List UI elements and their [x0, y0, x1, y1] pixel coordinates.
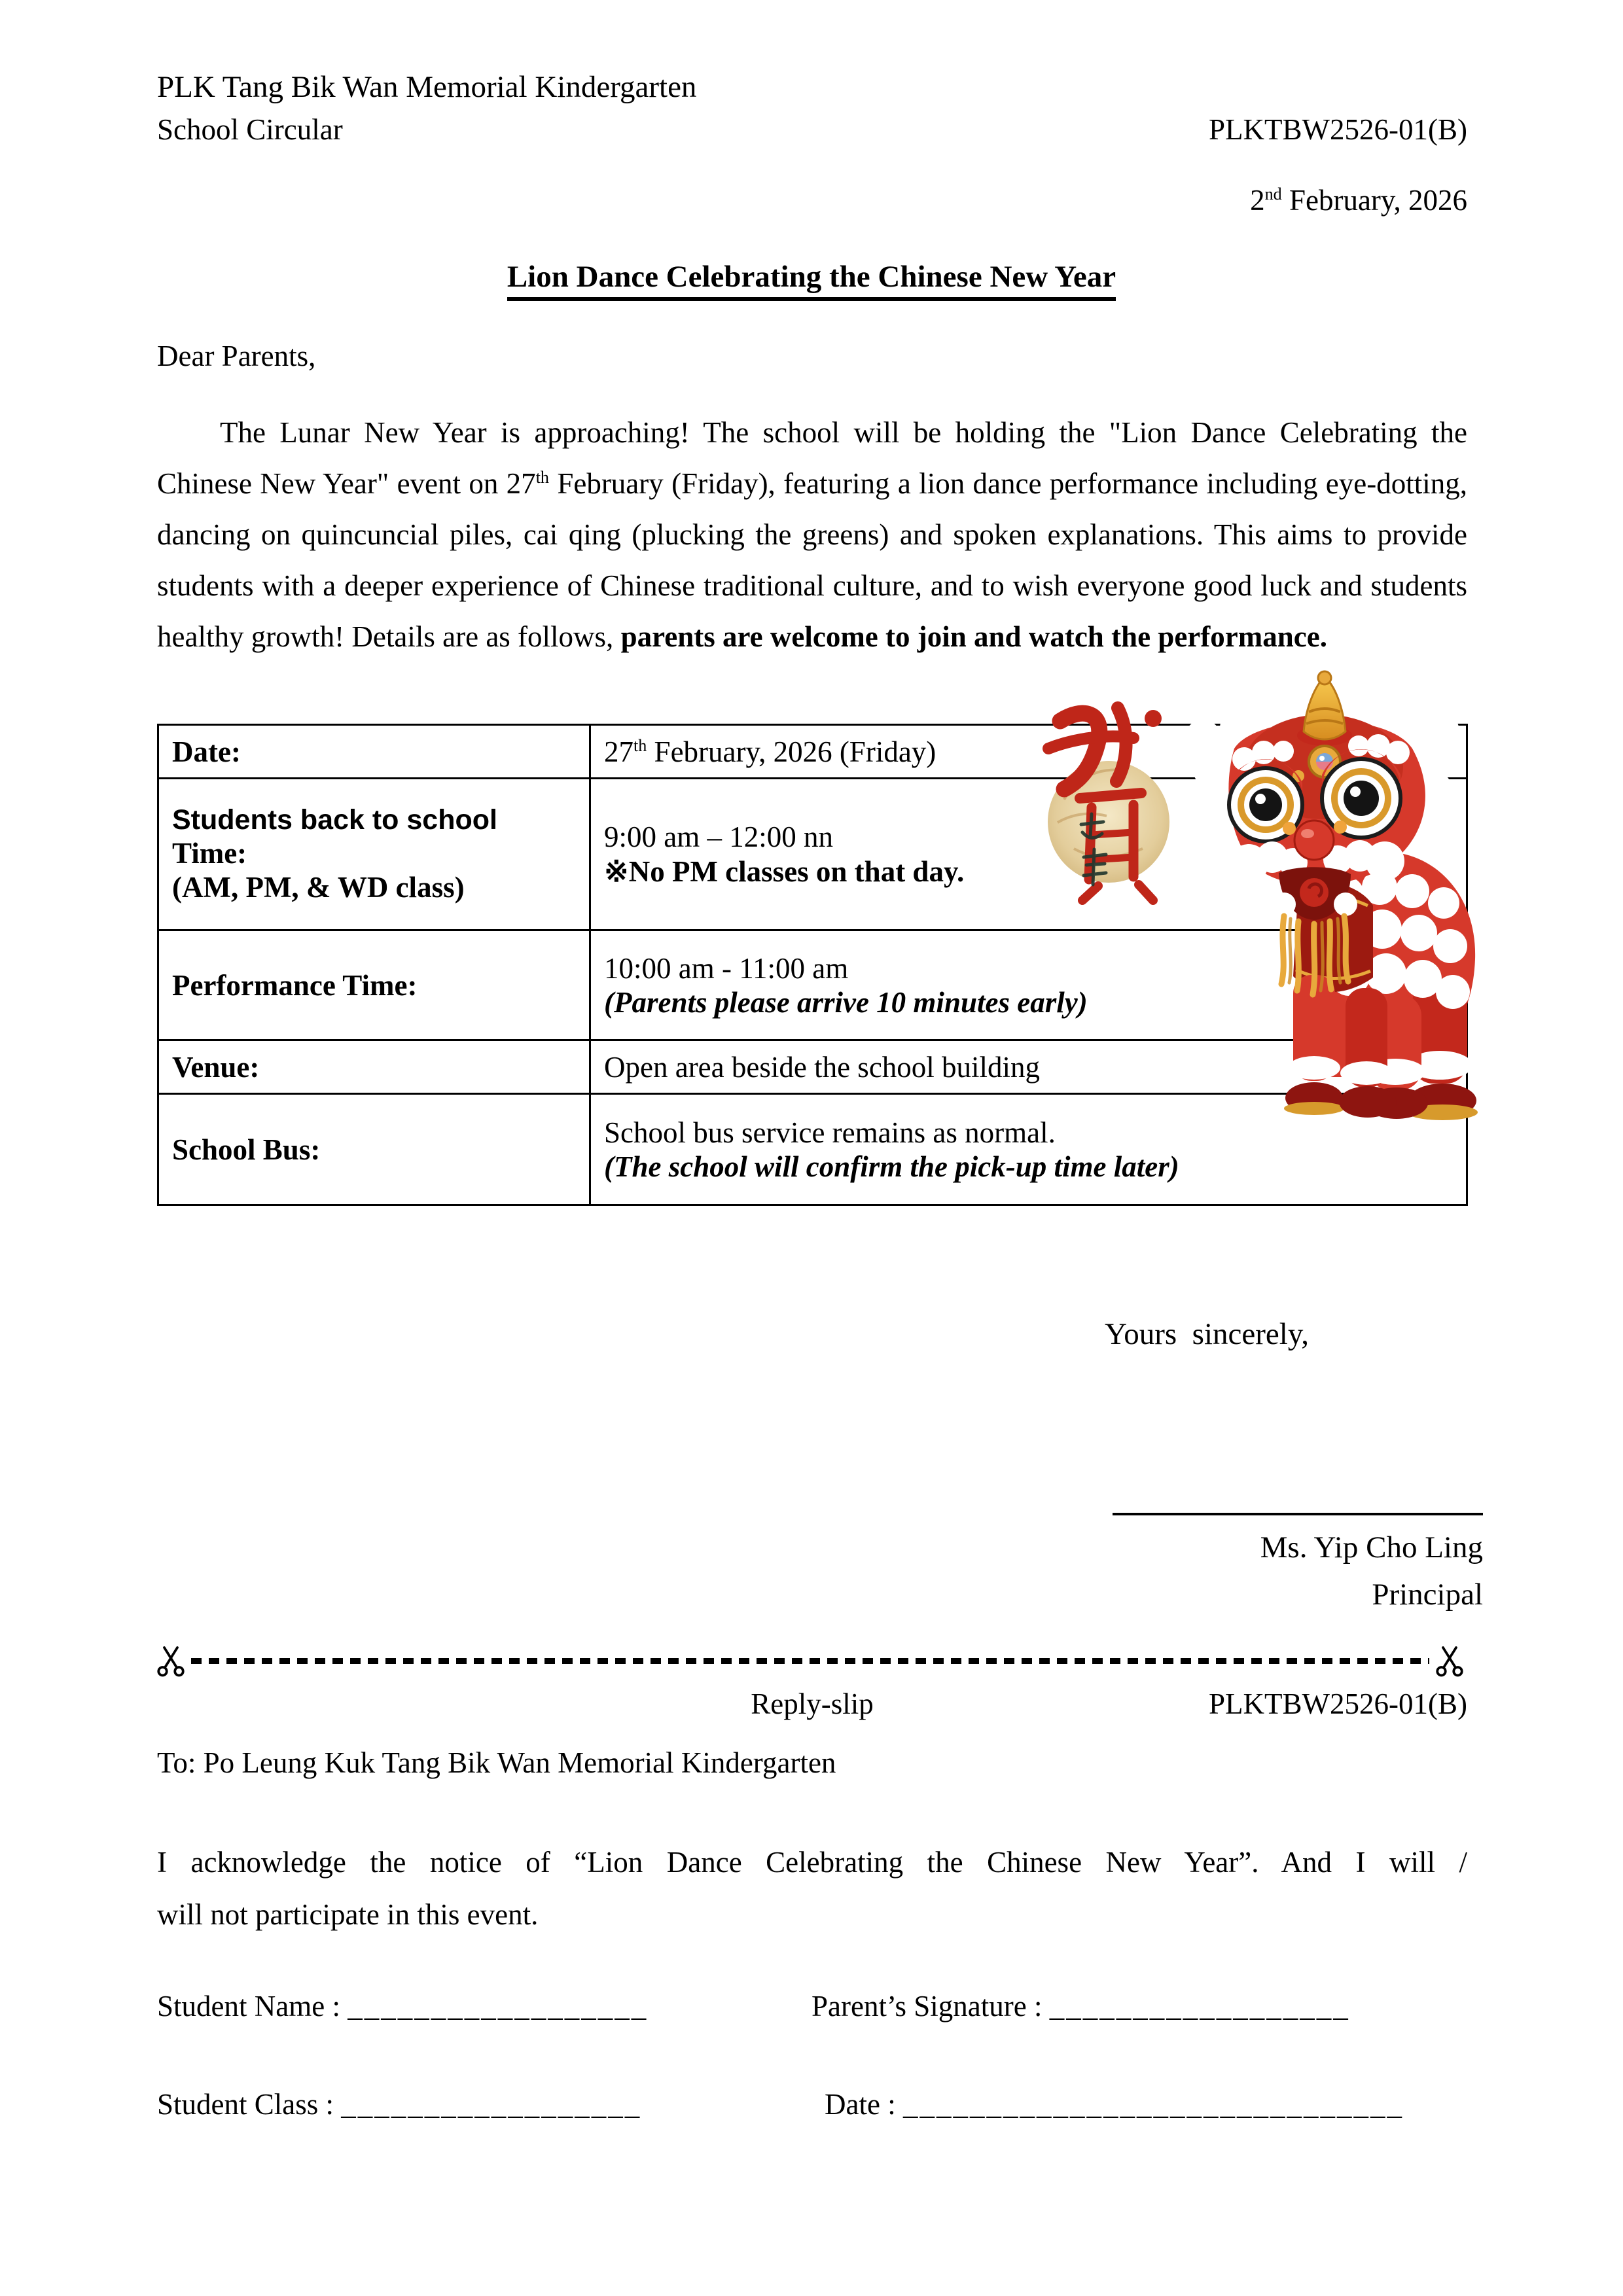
dashed-cut-rule: [191, 1658, 1429, 1664]
date-blank: ______________________________: [902, 2088, 1404, 2121]
student-name-label: Student Name :: [157, 1990, 340, 2022]
letter-title: Lion Dance Celebrating the Chinese New Year: [507, 259, 1116, 301]
row-label-venue: Venue:: [158, 1040, 590, 1094]
row-label-performance-time: Performance Time:: [158, 930, 590, 1040]
scissors-icon: [154, 1644, 187, 1677]
parent-signature-blank: __________________: [1049, 1990, 1350, 2022]
reply-slip-header: [157, 1687, 1467, 1721]
doc-type: School Circular: [157, 113, 343, 146]
arrive-early-note: (Parents please arrive 10 minutes early): [604, 985, 1088, 1019]
row-label-date: Date:: [158, 725, 590, 779]
reply-slip-ref: PLKTBW2526-01(B): [1209, 1687, 1467, 1720]
student-name-blank: __________________: [348, 1990, 649, 2022]
row-value-school-bus: School bus service remains as normal. (The school will confirm the pick-up time later): [590, 1094, 1467, 1205]
reference-number: PLKTBW2526-01(B): [1209, 113, 1467, 146]
date-ordinal: nd: [1264, 184, 1282, 203]
student-class-blank: __________________: [341, 2088, 642, 2121]
scissors-icon: [1433, 1644, 1466, 1677]
signature-block: [1113, 1513, 1483, 1612]
issue-date: 2nd February, 2026: [1250, 183, 1467, 217]
parent-signature-label: Parent’s Signature :: [812, 1990, 1043, 2022]
pickup-time-note: (The school will confirm the pick-up time later): [604, 1150, 1179, 1183]
cut-line: [154, 1644, 1466, 1678]
date-label: Date :: [825, 2088, 896, 2121]
reply-slip-heading: Reply-slip: [751, 1687, 874, 1720]
ordinal-sup: th: [535, 468, 549, 487]
lion-figure: [1185, 671, 1478, 1120]
acknowledgement-text: I acknowledge the notice of “Lion Dance Celebrating the Chinese New Year”. And I will / will not participate in this event.: [157, 1846, 1467, 1931]
lion-dance-illustration: [1018, 669, 1492, 1129]
closing: Yours sincerely,: [1105, 1317, 1310, 1351]
header: [157, 71, 1467, 217]
signature-line: [1113, 1513, 1483, 1515]
no-pm-classes-note: ※No PM classes on that day.: [604, 855, 965, 888]
row-label-back-to-school-time: Students back to school Time: (AM, PM, & WD class): [158, 779, 590, 930]
row-value-venue: Open area beside the school building: [590, 1040, 1467, 1094]
row-value-back-to-school-time: 9:00 am – 12:00 nn ※No PM classes on that day.: [590, 779, 1467, 930]
reply-to-line: To: Po Leung Kuk Tang Bik Wan Memorial Kindergarten: [157, 1746, 836, 1779]
signer-title: Principal: [1372, 1578, 1483, 1612]
row-label-school-bus: School Bus:: [158, 1094, 590, 1205]
body-paragraph: The Lunar New Year is approaching! The school will be holding the "Lion Dance Celebrating the Chinese New Year" event on 27th February (Friday), featuring a lion dance performance including eye-dotting, dancing on quincuncial piles, cai qing (plucking the greens) and spoken explanations. This aims to provide students with a deeper experience of Chinese traditional culture, and to wish everyone good luck and students healthy growth! Details are as follows, parents are welcome to join and watch the performance.: [157, 416, 1467, 653]
school-name: PLK Tang Bik Wan Memorial Kindergarten: [157, 70, 697, 104]
signer-name: Ms. Yip Cho Ling: [1260, 1530, 1483, 1564]
row-value-date: 27th February, 2026 (Friday): [590, 725, 1467, 779]
student-class-label: Student Class :: [157, 2088, 334, 2121]
row-value-performance-time: 10:00 am - 11:00 am (Parents please arrive 10 minutes early): [590, 930, 1467, 1040]
bold-invitation: parents are welcome to join and watch the performance: [620, 620, 1320, 653]
salutation: Dear Parents,: [157, 340, 316, 372]
